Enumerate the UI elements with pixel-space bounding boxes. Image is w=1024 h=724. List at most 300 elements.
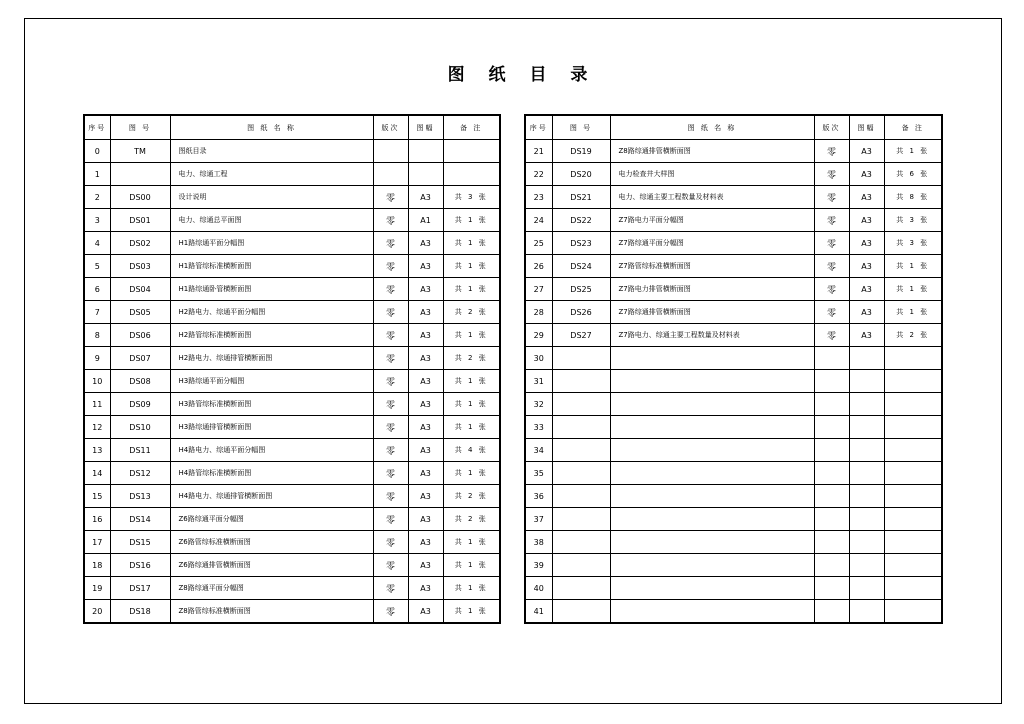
table-row <box>84 531 500 554</box>
table-row <box>525 370 942 393</box>
cell-seq: 25 <box>525 232 552 255</box>
cell-note: 共 1 张 <box>443 255 500 278</box>
cell-seq: 33 <box>525 416 552 439</box>
page-title: 图 纸 目 录 <box>447 65 597 85</box>
cell-sheet-size: A3 <box>849 324 884 347</box>
cell-drawing-name: Z6路管综标准横断面图 <box>170 531 373 554</box>
cell-seq: 23 <box>525 186 552 209</box>
cell-drawing-code: DS27 <box>552 324 610 347</box>
cell-edition <box>373 140 408 163</box>
cell-edition: 零 <box>373 577 408 600</box>
cell-drawing-name <box>610 370 814 393</box>
cell-note: 共 1 张 <box>884 278 942 301</box>
cell-drawing-name: Z6路综通平面分幅图 <box>170 508 373 531</box>
cell-drawing-code: DS04 <box>110 278 170 301</box>
table-row <box>84 485 500 508</box>
cell-note: 共 2 张 <box>443 301 500 324</box>
cell-seq: 36 <box>525 485 552 508</box>
cell-drawing-code: DS12 <box>110 462 170 485</box>
cell-edition <box>814 416 849 439</box>
cell-seq: 20 <box>84 600 110 624</box>
cell-drawing-name <box>610 577 814 600</box>
cell-sheet-size: A3 <box>408 554 443 577</box>
cell-seq: 37 <box>525 508 552 531</box>
cell-drawing-code: DS25 <box>552 278 610 301</box>
table-row <box>525 554 942 577</box>
table-row <box>84 232 500 255</box>
cell-edition: 零 <box>373 186 408 209</box>
header-name: 图 纸 名 称 <box>610 115 814 140</box>
cell-drawing-name: Z7路管综标准横断面图 <box>610 255 814 278</box>
cell-seq: 35 <box>525 462 552 485</box>
cell-drawing-code: DS05 <box>110 301 170 324</box>
cell-drawing-code <box>552 485 610 508</box>
table-row <box>525 140 942 163</box>
cell-seq: 13 <box>84 439 110 462</box>
cell-edition: 零 <box>814 232 849 255</box>
cell-note <box>884 554 942 577</box>
cell-sheet-size <box>408 163 443 186</box>
cell-note: 共 1 张 <box>884 301 942 324</box>
cell-note: 共 3 张 <box>884 232 942 255</box>
cell-edition: 零 <box>373 531 408 554</box>
header-note: 备 注 <box>884 115 942 140</box>
cell-sheet-size <box>849 508 884 531</box>
cell-note: 共 1 张 <box>443 393 500 416</box>
cell-note <box>884 462 942 485</box>
cell-drawing-name: H2路电力、综通排管横断面图 <box>170 347 373 370</box>
cell-note <box>884 439 942 462</box>
cell-edition: 零 <box>373 209 408 232</box>
cell-drawing-code: DS19 <box>552 140 610 163</box>
cell-note: 共 2 张 <box>443 485 500 508</box>
cell-sheet-size: A3 <box>849 140 884 163</box>
cell-drawing-name: 电力、综通总平面图 <box>170 209 373 232</box>
cell-note: 共 1 张 <box>443 416 500 439</box>
cell-edition <box>814 508 849 531</box>
cell-drawing-name <box>610 508 814 531</box>
cell-sheet-size: A3 <box>408 462 443 485</box>
cell-drawing-code: TM <box>110 140 170 163</box>
cell-drawing-name: H3路综通平面分幅图 <box>170 370 373 393</box>
table-row <box>525 324 942 347</box>
cell-drawing-code <box>552 393 610 416</box>
cell-drawing-code: DS20 <box>552 163 610 186</box>
cell-drawing-name: Z7路电力、综通主要工程数量及材料表 <box>610 324 814 347</box>
cell-note <box>884 393 942 416</box>
table-row <box>525 462 942 485</box>
cell-note: 共 1 张 <box>884 140 942 163</box>
cell-edition: 零 <box>373 554 408 577</box>
cell-seq: 28 <box>525 301 552 324</box>
cell-drawing-name <box>610 439 814 462</box>
cell-drawing-code <box>552 370 610 393</box>
cell-drawing-name <box>610 531 814 554</box>
cell-note: 共 1 张 <box>443 232 500 255</box>
cell-note: 共 8 张 <box>884 186 942 209</box>
cell-seq: 18 <box>84 554 110 577</box>
cell-seq: 6 <box>84 278 110 301</box>
cell-sheet-size <box>849 531 884 554</box>
cell-drawing-name: Z8路管综标准横断面图 <box>170 600 373 624</box>
cell-note: 共 1 张 <box>443 462 500 485</box>
cell-drawing-name: Z6路综通排管横断面图 <box>170 554 373 577</box>
cell-drawing-code: DS18 <box>110 600 170 624</box>
table-row <box>84 554 500 577</box>
cell-seq: 38 <box>525 531 552 554</box>
cell-note <box>884 416 942 439</box>
cell-note: 共 6 张 <box>884 163 942 186</box>
cell-edition: 零 <box>373 278 408 301</box>
cell-drawing-code: DS23 <box>552 232 610 255</box>
table-row <box>84 255 500 278</box>
cell-drawing-code: DS17 <box>110 577 170 600</box>
cell-seq: 32 <box>525 393 552 416</box>
cell-drawing-code: DS07 <box>110 347 170 370</box>
cell-note: 共 2 张 <box>443 347 500 370</box>
cell-seq: 24 <box>525 209 552 232</box>
cell-drawing-code: DS21 <box>552 186 610 209</box>
cell-drawing-name: H2路电力、综通平面分幅图 <box>170 301 373 324</box>
cell-drawing-name: Z8路综通排管横断面图 <box>610 140 814 163</box>
cell-sheet-size: A3 <box>849 209 884 232</box>
cell-edition: 零 <box>373 508 408 531</box>
cell-edition: 零 <box>814 255 849 278</box>
cell-drawing-name: Z7路电力平面分幅图 <box>610 209 814 232</box>
table-row <box>525 347 942 370</box>
cell-edition <box>373 163 408 186</box>
cell-note: 共 1 张 <box>443 577 500 600</box>
cell-note: 共 1 张 <box>443 324 500 347</box>
cell-note: 共 1 张 <box>884 255 942 278</box>
cell-edition: 零 <box>814 278 849 301</box>
cell-drawing-name <box>610 462 814 485</box>
cell-drawing-code <box>552 347 610 370</box>
cell-sheet-size <box>849 600 884 624</box>
cell-drawing-name: Z7路综通排管横断面图 <box>610 301 814 324</box>
table-row <box>84 278 500 301</box>
table-row <box>84 577 500 600</box>
drawing-list-right <box>524 114 943 624</box>
cell-drawing-code <box>552 554 610 577</box>
table-row <box>525 278 942 301</box>
cell-sheet-size <box>849 485 884 508</box>
cell-edition: 零 <box>373 370 408 393</box>
header-seq: 序号 <box>84 115 110 140</box>
table-row <box>84 416 500 439</box>
cell-seq: 11 <box>84 393 110 416</box>
cell-edition: 零 <box>373 439 408 462</box>
cell-edition: 零 <box>814 186 849 209</box>
cell-edition: 零 <box>373 255 408 278</box>
header-row <box>84 115 500 140</box>
cell-drawing-code: DS24 <box>552 255 610 278</box>
table-row <box>84 301 500 324</box>
cell-drawing-code: DS00 <box>110 186 170 209</box>
cell-sheet-size <box>849 370 884 393</box>
cell-sheet-size <box>849 554 884 577</box>
table-row <box>84 439 500 462</box>
cell-sheet-size: A3 <box>849 301 884 324</box>
table-row <box>84 209 500 232</box>
cell-sheet-size: A3 <box>408 439 443 462</box>
header-seq: 序号 <box>525 115 552 140</box>
cell-sheet-size <box>849 462 884 485</box>
cell-edition <box>814 554 849 577</box>
cell-seq: 29 <box>525 324 552 347</box>
cell-note <box>443 163 500 186</box>
cell-note: 共 3 张 <box>884 209 942 232</box>
cell-sheet-size: A3 <box>849 278 884 301</box>
table-row <box>525 577 942 600</box>
cell-drawing-name: H4路电力、综通平面分幅图 <box>170 439 373 462</box>
table-row <box>525 531 942 554</box>
cell-seq: 21 <box>525 140 552 163</box>
cell-edition: 零 <box>814 301 849 324</box>
cell-note <box>443 140 500 163</box>
cell-drawing-code: DS13 <box>110 485 170 508</box>
cell-edition: 零 <box>814 209 849 232</box>
cell-edition <box>814 439 849 462</box>
cell-note <box>884 577 942 600</box>
cell-drawing-name <box>610 347 814 370</box>
table-row <box>84 324 500 347</box>
cell-note <box>884 370 942 393</box>
cell-drawing-name: H1路管综标准横断面图 <box>170 255 373 278</box>
table-row <box>525 301 942 324</box>
cell-drawing-name <box>610 600 814 624</box>
cell-note: 共 1 张 <box>443 531 500 554</box>
cell-drawing-name: H3路综通排管横断面图 <box>170 416 373 439</box>
table-row <box>84 140 500 163</box>
cell-drawing-code: DS14 <box>110 508 170 531</box>
cell-edition: 零 <box>373 462 408 485</box>
cell-sheet-size <box>849 347 884 370</box>
cell-drawing-name <box>610 485 814 508</box>
cell-seq: 16 <box>84 508 110 531</box>
header-code: 图 号 <box>110 115 170 140</box>
cell-sheet-size: A3 <box>408 255 443 278</box>
table-row <box>525 186 942 209</box>
cell-edition: 零 <box>373 485 408 508</box>
cell-drawing-name: H1路综通平面分幅图 <box>170 232 373 255</box>
cell-seq: 10 <box>84 370 110 393</box>
cell-seq: 40 <box>525 577 552 600</box>
cell-seq: 30 <box>525 347 552 370</box>
header-edition: 版次 <box>373 115 408 140</box>
table-row <box>525 232 942 255</box>
cell-drawing-name: Z8路综通平面分幅图 <box>170 577 373 600</box>
cell-sheet-size: A3 <box>408 324 443 347</box>
cell-note <box>884 508 942 531</box>
cell-sheet-size: A1 <box>408 209 443 232</box>
cell-sheet-size: A3 <box>849 163 884 186</box>
table-row <box>525 255 942 278</box>
cell-note <box>884 531 942 554</box>
cell-drawing-code: DS01 <box>110 209 170 232</box>
cell-sheet-size: A3 <box>408 278 443 301</box>
cell-sheet-size: A3 <box>408 186 443 209</box>
table-row <box>84 508 500 531</box>
cell-edition: 零 <box>373 232 408 255</box>
cell-sheet-size: A3 <box>408 531 443 554</box>
cell-sheet-size: A3 <box>408 600 443 624</box>
cell-drawing-code <box>552 462 610 485</box>
cell-drawing-name: Z7路综通平面分幅图 <box>610 232 814 255</box>
header-note: 备 注 <box>443 115 500 140</box>
cell-drawing-name: 电力检查井大样图 <box>610 163 814 186</box>
cell-note: 共 1 张 <box>443 370 500 393</box>
cell-note: 共 2 张 <box>884 324 942 347</box>
cell-drawing-code: DS22 <box>552 209 610 232</box>
cell-drawing-name: H4路电力、综通排管横断面图 <box>170 485 373 508</box>
cell-drawing-code <box>552 531 610 554</box>
cell-sheet-size: A3 <box>408 393 443 416</box>
table-row <box>84 393 500 416</box>
cell-edition <box>814 393 849 416</box>
cell-drawing-name: H4路管综标准横断面图 <box>170 462 373 485</box>
cell-drawing-name: 电力、综通主要工程数量及材料表 <box>610 186 814 209</box>
cell-drawing-code <box>110 163 170 186</box>
cell-edition: 零 <box>814 140 849 163</box>
cell-edition <box>814 485 849 508</box>
cell-drawing-code: DS10 <box>110 416 170 439</box>
cell-drawing-name: H1路综通卧管横断面图 <box>170 278 373 301</box>
table-row <box>84 186 500 209</box>
cell-edition: 零 <box>814 163 849 186</box>
cell-note: 共 2 张 <box>443 508 500 531</box>
cell-seq: 34 <box>525 439 552 462</box>
cell-seq: 22 <box>525 163 552 186</box>
table-row <box>84 163 500 186</box>
cell-drawing-code: DS16 <box>110 554 170 577</box>
cell-seq: 0 <box>84 140 110 163</box>
cell-drawing-name: Z7路电力排管横断面图 <box>610 278 814 301</box>
cell-drawing-code: DS09 <box>110 393 170 416</box>
cell-edition: 零 <box>814 324 849 347</box>
table-row <box>525 209 942 232</box>
cell-note: 共 1 张 <box>443 278 500 301</box>
cell-edition: 零 <box>373 600 408 624</box>
cell-drawing-code: DS15 <box>110 531 170 554</box>
cell-seq: 12 <box>84 416 110 439</box>
cell-sheet-size: A3 <box>408 508 443 531</box>
cell-drawing-code: DS03 <box>110 255 170 278</box>
cell-drawing-name: 电力、综通工程 <box>170 163 373 186</box>
table-row <box>525 163 942 186</box>
cell-note: 共 1 张 <box>443 554 500 577</box>
cell-drawing-code <box>552 577 610 600</box>
cell-drawing-code <box>552 508 610 531</box>
cell-drawing-name: H2路管综标准横断面图 <box>170 324 373 347</box>
cell-drawing-code: DS26 <box>552 301 610 324</box>
cell-seq: 14 <box>84 462 110 485</box>
table-row <box>84 370 500 393</box>
cell-drawing-name: 设计说明 <box>170 186 373 209</box>
cell-edition: 零 <box>373 347 408 370</box>
cell-drawing-name <box>610 416 814 439</box>
table-row <box>525 416 942 439</box>
header-size: 图幅 <box>849 115 884 140</box>
cell-edition <box>814 370 849 393</box>
cell-edition: 零 <box>373 301 408 324</box>
cell-seq: 2 <box>84 186 110 209</box>
cell-note <box>884 600 942 624</box>
cell-sheet-size: A3 <box>408 347 443 370</box>
drawing-list-left <box>83 114 501 624</box>
cell-edition: 零 <box>373 416 408 439</box>
cell-seq: 4 <box>84 232 110 255</box>
cell-seq: 19 <box>84 577 110 600</box>
cell-sheet-size: A3 <box>408 301 443 324</box>
cell-drawing-name: 图纸目录 <box>170 140 373 163</box>
cell-drawing-code: DS06 <box>110 324 170 347</box>
cell-seq: 17 <box>84 531 110 554</box>
cell-seq: 26 <box>525 255 552 278</box>
table-row <box>525 393 942 416</box>
cell-note: 共 4 张 <box>443 439 500 462</box>
cell-seq: 41 <box>525 600 552 624</box>
cell-drawing-name: H3路管综标准横断面图 <box>170 393 373 416</box>
table-row <box>84 462 500 485</box>
cell-seq: 27 <box>525 278 552 301</box>
cell-drawing-code: DS02 <box>110 232 170 255</box>
cell-sheet-size: A3 <box>408 416 443 439</box>
cell-sheet-size: A3 <box>408 232 443 255</box>
cell-drawing-code: DS08 <box>110 370 170 393</box>
header-code: 图 号 <box>552 115 610 140</box>
cell-sheet-size: A3 <box>849 186 884 209</box>
cell-edition: 零 <box>373 393 408 416</box>
cell-seq: 39 <box>525 554 552 577</box>
cell-seq: 7 <box>84 301 110 324</box>
table-row <box>525 439 942 462</box>
table-row <box>84 600 500 624</box>
cell-edition <box>814 531 849 554</box>
table-row <box>84 347 500 370</box>
cell-sheet-size: A3 <box>849 232 884 255</box>
cell-seq: 5 <box>84 255 110 278</box>
cell-seq: 1 <box>84 163 110 186</box>
cell-drawing-code <box>552 600 610 624</box>
cell-seq: 9 <box>84 347 110 370</box>
cell-sheet-size <box>408 140 443 163</box>
cell-sheet-size <box>849 577 884 600</box>
cell-edition: 零 <box>373 324 408 347</box>
header-size: 图幅 <box>408 115 443 140</box>
header-edition: 版次 <box>814 115 849 140</box>
cell-drawing-name <box>610 554 814 577</box>
cell-note: 共 1 张 <box>443 209 500 232</box>
table-row <box>525 508 942 531</box>
cell-edition <box>814 600 849 624</box>
cell-sheet-size: A3 <box>408 485 443 508</box>
cell-seq: 31 <box>525 370 552 393</box>
cell-note: 共 3 张 <box>443 186 500 209</box>
cell-sheet-size <box>849 416 884 439</box>
cell-edition <box>814 462 849 485</box>
cell-note <box>884 347 942 370</box>
header-row <box>525 115 942 140</box>
table-row <box>525 485 942 508</box>
cell-seq: 3 <box>84 209 110 232</box>
cell-sheet-size: A3 <box>408 577 443 600</box>
cell-drawing-code <box>552 439 610 462</box>
cell-drawing-code <box>552 416 610 439</box>
cell-seq: 8 <box>84 324 110 347</box>
cell-sheet-size <box>849 393 884 416</box>
cell-sheet-size: A3 <box>408 370 443 393</box>
